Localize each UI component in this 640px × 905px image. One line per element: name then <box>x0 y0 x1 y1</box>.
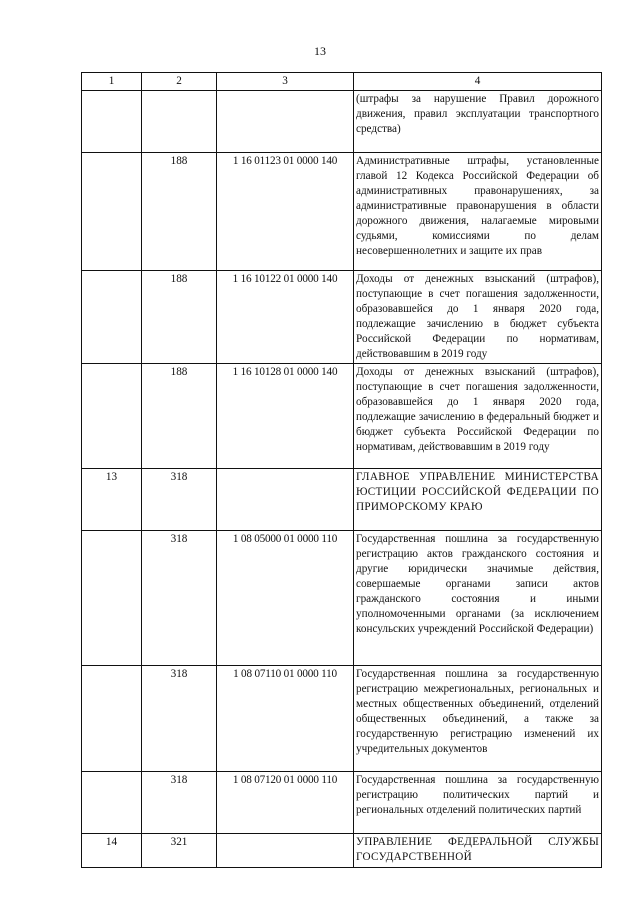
table-header-row <box>82 73 602 91</box>
department-name-cell: УПРАВЛЕНИЕ ФЕДЕРАЛЬНОЙ СЛУЖБЫ ГОСУДАРСТВЕННОЙ <box>354 834 602 868</box>
table-row <box>82 531 602 666</box>
revenue-name-cell: (штрафы за нарушение Правил дорожного движения, правил эксплуатации транспортного средства) <box>354 91 602 153</box>
admin-code-cell: 188 <box>142 364 217 469</box>
revenue-code-cell <box>217 91 354 153</box>
row-number-cell <box>82 153 142 271</box>
admin-code-cell: 318 <box>142 469 217 531</box>
table-row <box>82 153 602 271</box>
revenue-code-cell: 1 16 01123 01 0000 140 <box>217 153 354 271</box>
row-number-cell: 14 <box>82 834 142 868</box>
row-number-cell <box>82 666 142 772</box>
admin-code-cell: 318 <box>142 772 217 834</box>
column-header-2: 2 <box>142 73 217 91</box>
row-number-cell <box>82 772 142 834</box>
revenue-code-cell: 1 16 10122 01 0000 140 <box>217 271 354 364</box>
revenue-name-cell: Государственная пошлина за государственную регистрацию актов гражданского состояния и другие юридически значимые действия, совершаемые органами записи актов гражданского состояния и иными уполномоченными органами (за исключением консульских учреждений Российской Федерации) <box>354 531 602 666</box>
table-row <box>82 469 602 531</box>
revenue-code-cell: 1 16 10128 01 0000 140 <box>217 364 354 469</box>
table-row <box>82 666 602 772</box>
revenue-code-cell: 1 08 07110 01 0000 110 <box>217 666 354 772</box>
department-name-cell: ГЛАВНОЕ УПРАВЛЕНИЕ МИНИСТЕРСТВА ЮСТИЦИИ РОССИЙСКОЙ ФЕДЕРАЦИИ ПО ПРИМОРСКОМУ КРАЮ <box>354 469 602 531</box>
row-number-cell: 13 <box>82 469 142 531</box>
revenue-code-cell <box>217 469 354 531</box>
table-row <box>82 834 602 868</box>
revenue-name-cell: Доходы от денежных взысканий (штрафов), поступающие в счет погашения задолженности, образовавшейся до 1 января 2020 года, подлежащие зачислению в федеральный бюджет и бюджет субъекта Российской Федерации по нормативам, действовавшим в 2019 году <box>354 364 602 469</box>
row-number-cell <box>82 531 142 666</box>
column-header-4: 4 <box>354 73 602 91</box>
admin-code-cell: 188 <box>142 153 217 271</box>
admin-code-cell: 321 <box>142 834 217 868</box>
admin-code-cell: 318 <box>142 666 217 772</box>
table-row <box>82 91 602 153</box>
admin-code-cell: 188 <box>142 271 217 364</box>
page-number: 13 <box>314 44 326 58</box>
table-row <box>82 271 602 364</box>
revenue-code-cell <box>217 834 354 868</box>
revenue-name-cell: Доходы от денежных взысканий (штрафов), поступающие в счет погашения задолженности, образовавшейся до 1 января 2020 года, подлежащие зачислению в бюджет субъекта Российской Федерации по нормативам, действовавшим в 2019 году <box>354 271 602 364</box>
revenue-code-cell: 1 08 05000 01 0000 110 <box>217 531 354 666</box>
row-number-cell <box>82 91 142 153</box>
revenue-name-cell: Государственная пошлина за государственную регистрацию межрегиональных, региональных и местных общественных объединений, отделений общественных объединений, а также за государственную регистрацию изменений их учредительных документов <box>354 666 602 772</box>
table-row <box>82 772 602 834</box>
row-number-cell <box>82 271 142 364</box>
admin-code-cell <box>142 91 217 153</box>
revenue-codes-table <box>81 72 602 868</box>
admin-code-cell: 318 <box>142 531 217 666</box>
revenue-code-cell: 1 08 07120 01 0000 110 <box>217 772 354 834</box>
column-header-3: 3 <box>217 73 354 91</box>
row-number-cell <box>82 364 142 469</box>
revenue-name-cell: Административные штрафы, установленные главой 12 Кодекса Российской Федерации об административных правонарушениях, за административные правонарушения в области дорожного движения, налагаемые мировыми судьями, комиссиями по делам несовершеннолетних и защите их прав <box>354 153 602 271</box>
revenue-name-cell: Государственная пошлина за государственную регистрацию политических партий и региональных отделений политических партий <box>354 772 602 834</box>
table-row <box>82 364 602 469</box>
column-header-1: 1 <box>82 73 142 91</box>
